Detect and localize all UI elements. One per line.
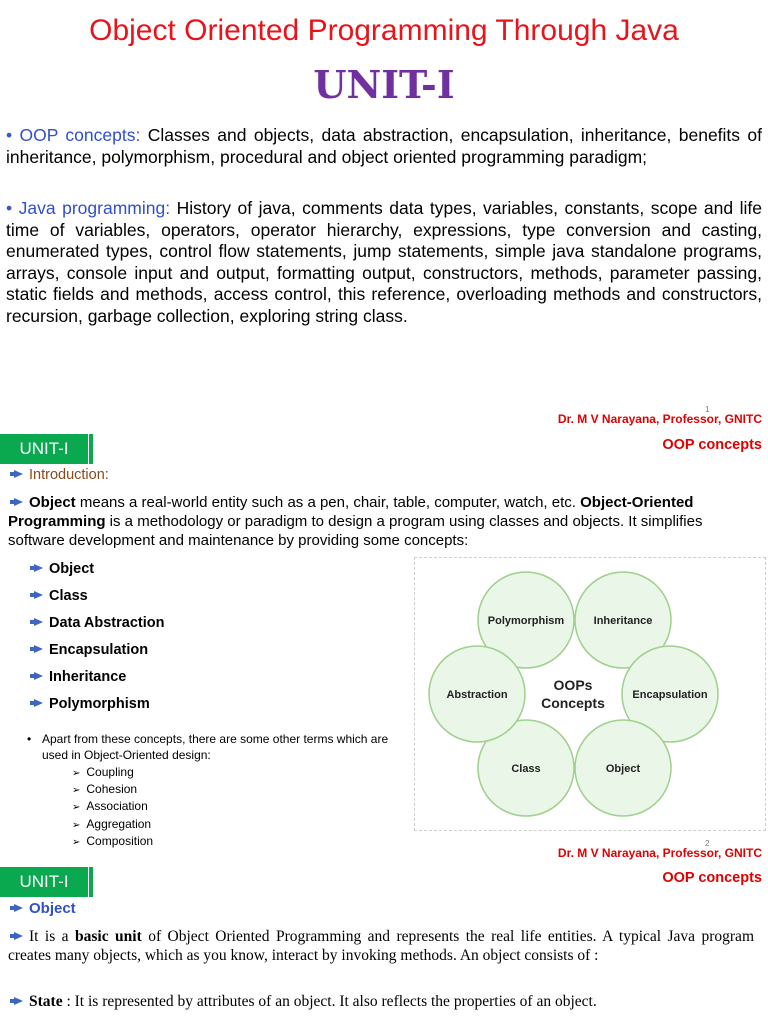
arrow-bullet-icon <box>14 904 23 912</box>
syllabus-bullet-oop: • OOP concepts: Classes and objects, data abstraction, encapsulation, inheritance, benefits of inheritance, polymorphism, procedural and object oriented programming paradigm; <box>6 125 762 167</box>
concept-item: Polymorphism <box>28 696 150 712</box>
section-title: OOP concepts <box>662 437 762 453</box>
unit-badge: UNIT-I <box>0 434 88 464</box>
arrow-bullet-icon <box>34 591 43 599</box>
center-label-line1: OOPs <box>553 677 593 693</box>
arrow-bullet-icon <box>34 564 43 572</box>
concept-item: Inheritance <box>28 669 126 685</box>
page-number: 1 <box>705 405 710 414</box>
slide1-unit-heading: UNIT-I <box>313 62 455 107</box>
arrow-bullet-icon <box>34 618 43 626</box>
term-item: ➢ Coupling <box>72 765 134 779</box>
basic-unit-paragraph: It is a basic unit of Object Oriented Programming and represents the real life entities. A typical Java program creates many objects, which as you know, interact by invoking methods. An object consists of : <box>8 928 754 964</box>
oops-concepts-diagram <box>414 557 766 831</box>
slide1-footer: Dr. M V Narayana, Professor, GNITC <box>557 412 762 426</box>
concept-item: Encapsulation <box>28 642 148 658</box>
slide2-footer: Dr. M V Narayana, Professor, GNITC <box>557 846 762 860</box>
chevron-right-icon: ➢ <box>72 768 81 779</box>
bullet-key: OOP concepts <box>19 125 136 145</box>
syllabus-bullet-java <box>6 198 762 327</box>
introduction-heading: Introduction: <box>8 467 109 483</box>
object-definition-paragraph: Object means a real-world entity such as a pen, chair, table, computer, watch, etc. Object-Oriented Programming is a methodology or paradigm to design a program using classes and objects. It simplifies software development and maintenance by providing some concepts: <box>8 494 703 549</box>
term-item: ➢ Aggregation <box>72 817 152 831</box>
node-encapsulation-label: Encapsulation <box>632 689 708 701</box>
arrow-bullet-icon <box>14 470 23 478</box>
arrow-bullet-icon <box>34 645 43 653</box>
bullet-dot: • <box>6 125 20 145</box>
term-item: ➢ Composition <box>72 834 154 848</box>
slide1-title: Object Oriented Programming Through Java <box>89 14 679 47</box>
arrow-bullet-icon <box>14 997 23 1005</box>
node-polymorphism-label: Polymorphism <box>487 615 565 627</box>
bullet-text: Classes and objects, data abstraction, encapsulation, inheritance, benefits of inheritance, polymorphism, procedural and object oriented programming paradigm; <box>6 125 762 167</box>
page-number: 2 <box>705 839 710 848</box>
arrow-bullet-icon <box>14 932 23 940</box>
term-item: ➢ Association <box>72 799 148 813</box>
concept-item: Class <box>28 588 88 604</box>
chevron-right-icon: ➢ <box>72 837 81 848</box>
term-item: ➢ Cohesion <box>72 782 138 796</box>
bullet-key: Java programming: <box>18 198 171 218</box>
bullet-dot: • <box>6 198 19 218</box>
arrow-bullet-icon <box>14 498 23 506</box>
arrow-bullet-icon <box>34 699 43 707</box>
node-class-label: Class <box>511 763 541 775</box>
concept-item: Object <box>28 561 94 577</box>
section-title: OOP concepts <box>662 870 762 886</box>
bullet-text: History of java, comments data types, variables, constants, scope and life time of variables, operators, operator hierarchy, expressions, type conversion and casting, enumerated types, control flow statements, jump statements, simple java standalone programs, arrays, console input and output, formatting output, constructors, methods, parameter passing, static fields and methods, access control, this reference, overloading methods and constructors, recursion, garbage collection, exploring string class. <box>6 198 762 326</box>
chevron-right-icon: ➢ <box>72 820 81 831</box>
node-inheritance-label: Inheritance <box>593 615 653 627</box>
state-paragraph: State : It is represented by attributes of an object. It also reflects the properties of an object. <box>8 992 754 1011</box>
object-heading: Object <box>8 900 76 917</box>
center-label-line2: Concepts <box>541 695 605 711</box>
chevron-right-icon: ➢ <box>72 802 81 813</box>
node-object-label: Object <box>605 763 641 775</box>
unit-badge: UNIT-I <box>0 867 88 897</box>
bullet-dot: • <box>27 732 32 746</box>
node-abstraction-label: Abstraction <box>446 689 508 701</box>
other-terms-note: • Apart from these concepts, there are some other terms which are used in Object-Oriented design: <box>27 732 389 762</box>
concept-item: Data Abstraction <box>28 615 164 631</box>
chevron-right-icon: ➢ <box>72 785 81 796</box>
arrow-bullet-icon <box>34 672 43 680</box>
oops-diagram-svg <box>415 558 765 830</box>
